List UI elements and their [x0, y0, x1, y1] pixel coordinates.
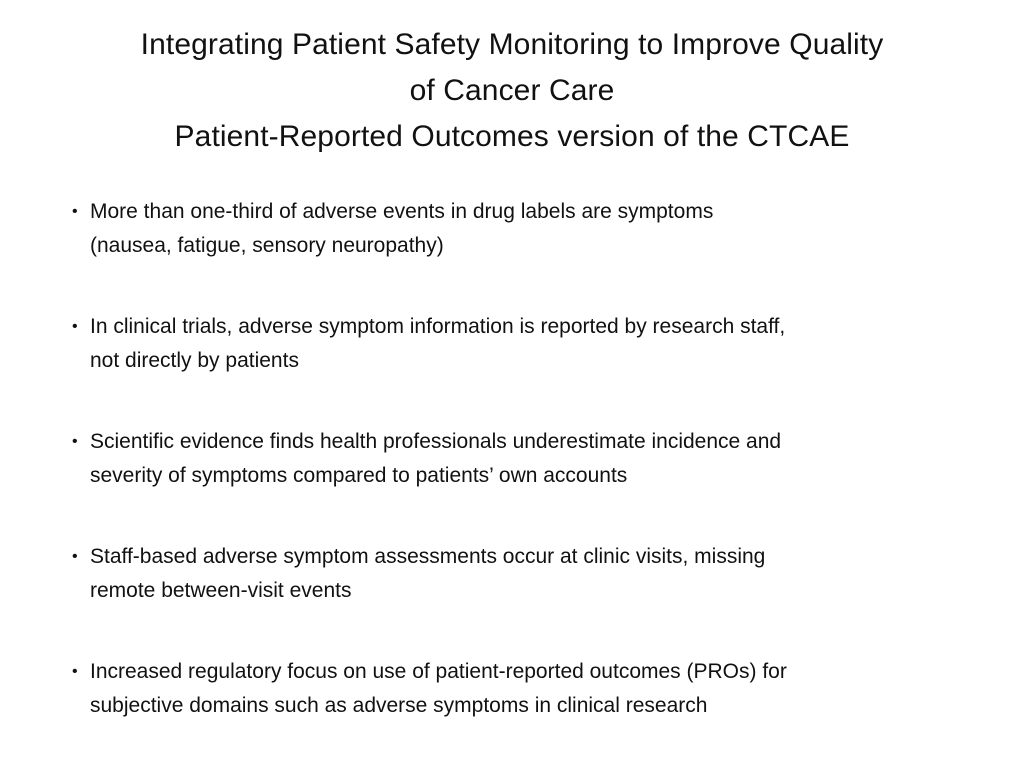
bullet-icon: •	[72, 203, 78, 220]
bullet-text-line: Increased regulatory focus on use of patient-reported outcomes (PROs) for	[90, 660, 787, 683]
slide-title	[40, 22, 984, 160]
bullet-icon: •	[72, 548, 78, 565]
title-line-1: Integrating Patient Safety Monitoring to Improve Quality	[140, 28, 884, 61]
bullet-item-3	[70, 425, 970, 493]
bullet-text-line: subjective domains such as adverse symptoms in clinical research	[90, 694, 708, 717]
bullet-icon: •	[72, 318, 78, 335]
bullet-text-line: Staff-based adverse symptom assessments occur at clinic visits, missing	[90, 545, 766, 568]
bullet-icon: •	[72, 663, 78, 680]
bullet-item-2	[70, 310, 970, 378]
bullet-text-line: Scientific evidence finds health professionals underestimate incidence and	[90, 430, 782, 453]
bullet-icon: •	[72, 433, 78, 450]
bullet-list	[70, 195, 970, 723]
bullet-item-1	[70, 195, 970, 263]
bullet-text-line: (nausea, fatigue, sensory neuropathy)	[90, 234, 444, 257]
bullet-text-line: not directly by patients	[90, 349, 299, 372]
bullet-text-line: In clinical trials, adverse symptom information is reported by research staff,	[90, 315, 786, 338]
bullet-text-line: remote between-visit events	[90, 579, 352, 602]
title-line-2: of Cancer Care	[409, 74, 615, 107]
bullet-text-line: More than one-third of adverse events in drug labels are symptoms	[90, 200, 714, 223]
bullet-item-5	[70, 655, 970, 723]
title-line-3: Patient-Reported Outcomes version of the CTCAE	[174, 120, 850, 153]
bullet-text-line: severity of symptoms compared to patients’ own accounts	[90, 464, 628, 487]
bullet-item-4	[70, 540, 970, 608]
